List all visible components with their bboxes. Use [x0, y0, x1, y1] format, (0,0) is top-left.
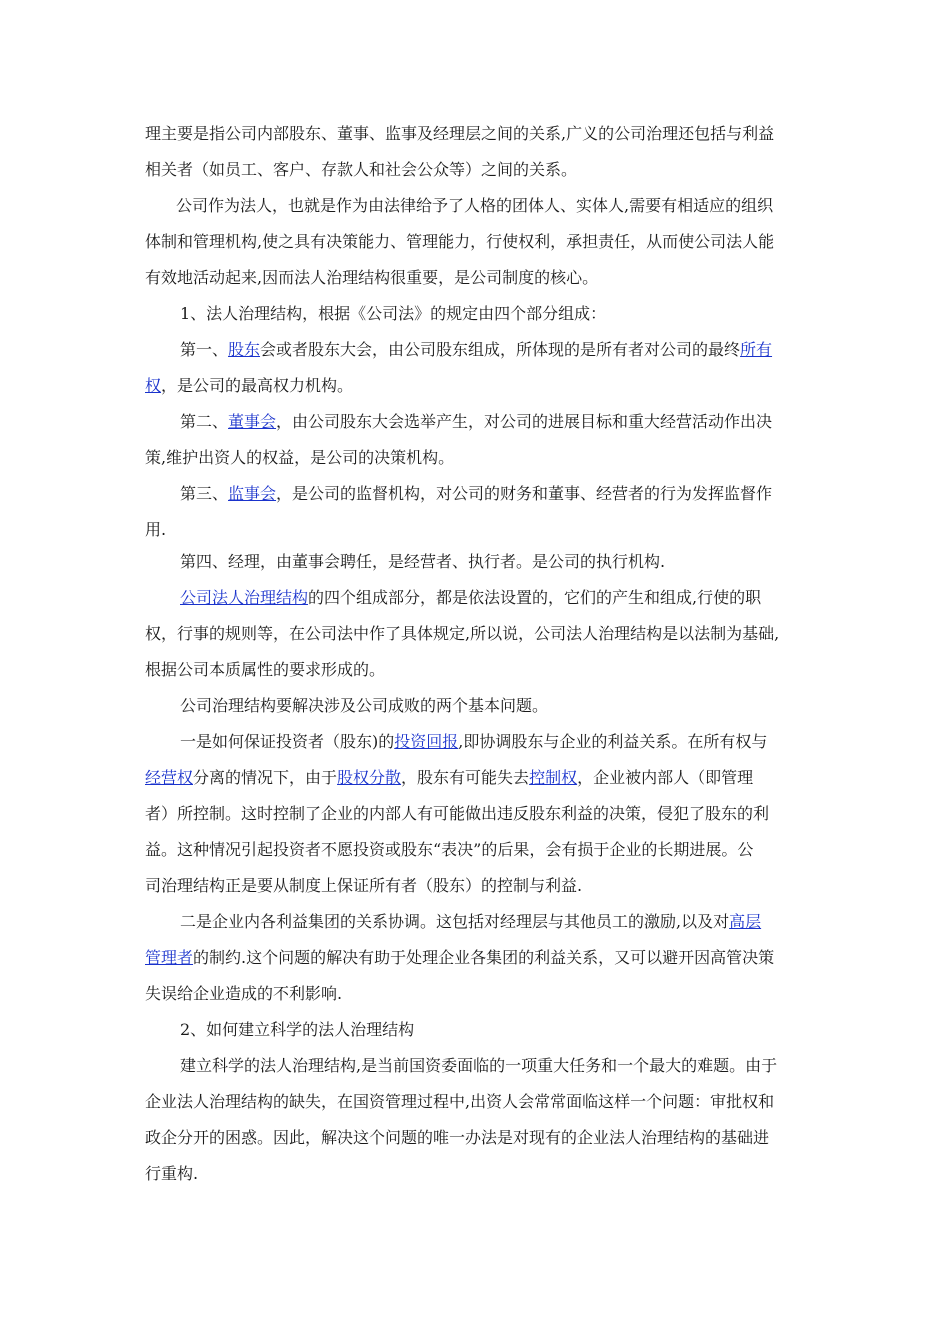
- heading-1: [180, 302, 850, 326]
- heading-2: [180, 1018, 850, 1042]
- text-run: 有效地活动起来,因而法人治理结构很重要，是公司制度的核心。: [145, 268, 599, 287]
- text-run: 权，行事的规则等，在公司法中作了具体规定,所以说，公司法人治理结构是以法制为基础,: [145, 624, 780, 643]
- text-line: [180, 338, 850, 362]
- hyperlink[interactable]: 投资回报: [394, 732, 459, 751]
- text-run: 二是企业内各利益集团的关系协调。这包括对经理层与其他员工的激励,以及对: [180, 912, 730, 931]
- text-line: [145, 838, 815, 862]
- text-line: [145, 518, 815, 542]
- text-line: [145, 1162, 815, 1186]
- text-line: [145, 374, 815, 398]
- hyperlink[interactable]: 控制权: [529, 768, 578, 787]
- hyperlink[interactable]: 股权分散: [337, 768, 402, 787]
- text-line: [180, 550, 850, 574]
- text-line: [145, 766, 815, 790]
- text-line: [180, 586, 850, 610]
- text-run: ，是公司的监督机构，对公司的财务和董事、经营者的行为发挥监督作: [276, 484, 773, 503]
- text-run: 根据公司本质属性的要求形成的。: [145, 660, 386, 679]
- text-run: ，是公司的最高权力机构。: [161, 376, 354, 395]
- text-line: [145, 982, 815, 1006]
- text-run: 者）所控制。这时控制了企业的内部人有可能做出违反股东利益的决策，侵犯了股东的利: [145, 804, 770, 823]
- text-run: 一是如何保证投资者（股东)的: [180, 732, 395, 751]
- hyperlink[interactable]: 高层: [729, 912, 762, 931]
- text-line: [145, 266, 815, 290]
- text-run: 会或者股东大会，由公司股东组成，所体现的是所有者对公司的最终: [260, 340, 741, 359]
- text-line: [180, 694, 850, 718]
- text-run: 第四、经理，由董事会聘任，是经营者、执行者。是公司的执行机构.: [180, 552, 666, 571]
- text-run: ,即协调股东与企业的利益关系。在所有权与: [458, 732, 768, 751]
- text-run: 2、如何建立科学的法人治理结构: [180, 1020, 415, 1039]
- text-line: [180, 910, 850, 934]
- text-line: [145, 158, 815, 182]
- text-run: 第三、: [180, 484, 229, 503]
- text-run: 策,维护出资人的权益，是公司的决策机构。: [145, 448, 455, 467]
- hyperlink[interactable]: 权: [145, 376, 162, 395]
- text-run: 司治理结构正是要从制度上保证所有者（股东）的控制与利益.: [145, 876, 583, 895]
- text-run: 第一、: [180, 340, 229, 359]
- text-run: 公司作为法人，也就是作为由法律给予了人格的团体人、实体人,需要有相适应的组织: [176, 196, 774, 215]
- text-run: 相关者（如员工、客户、存款人和社会公众等）之间的关系。: [145, 160, 578, 179]
- text-line: [180, 1054, 850, 1078]
- text-line: [176, 194, 846, 218]
- text-line: [180, 482, 850, 506]
- text-line: [180, 410, 850, 434]
- text-run: 体制和管理机构,使之具有决策能力、管理能力，行使权利，承担责任，从而使公司法人能: [145, 232, 775, 251]
- text-line: [145, 802, 815, 826]
- text-line: [180, 730, 850, 754]
- text-run: 企业法人治理结构的缺失，在国资管理过程中,出资人会常常面临这样一个问题：审批权和: [145, 1092, 775, 1111]
- text-run: 的制约.这个问题的解决有助于处理企业各集团的利益关系，又可以避开因高管决策: [193, 948, 775, 967]
- text-run: ，企业被内部人（即管理: [577, 768, 754, 787]
- hyperlink[interactable]: 董事会: [228, 412, 277, 431]
- text-run: 失误给企业造成的不利影响.: [145, 984, 343, 1003]
- hyperlink[interactable]: 公司法人治理结构: [180, 588, 309, 607]
- text-line: [145, 122, 815, 146]
- text-line: [145, 1126, 815, 1150]
- hyperlink[interactable]: 所有: [740, 340, 773, 359]
- text-run: ，股东有可能失去: [401, 768, 530, 787]
- text-line: [145, 874, 815, 898]
- text-line: [145, 658, 815, 682]
- text-run: 用.: [145, 520, 167, 539]
- text-line: [145, 230, 815, 254]
- text-run: ，由公司股东大会选举产生，对公司的进展目标和重大经营活动作出决: [276, 412, 773, 431]
- text-run: 第二、: [180, 412, 229, 431]
- text-line: [145, 622, 815, 646]
- text-run: 理主要是指公司内部股东、董事、监事及经理层之间的关系,广义的公司治理还包括与利益: [145, 124, 775, 143]
- hyperlink[interactable]: 股东: [228, 340, 261, 359]
- text-run: 政企分开的困惑。因此，解决这个问题的唯一办法是对现有的企业法人治理结构的基础进: [145, 1128, 770, 1147]
- text-run: 益。这种情况引起投资者不愿投资或股东“表决”的后果，会有损于企业的长期进展。公: [145, 840, 754, 859]
- hyperlink[interactable]: 经营权: [145, 768, 194, 787]
- hyperlink[interactable]: 管理者: [145, 948, 194, 967]
- text-run: 行重构.: [145, 1164, 199, 1183]
- text-run: 1、法人治理结构，根据《公司法》的规定由四个部分组成：: [180, 304, 607, 323]
- text-line: [145, 1090, 815, 1114]
- hyperlink[interactable]: 监事会: [228, 484, 277, 503]
- text-line: [145, 946, 815, 970]
- text-run: 建立科学的法人治理结构,是当前国资委面临的一项重大任务和一个最大的难题。由于: [180, 1056, 778, 1075]
- text-run: 的四个组成部分，都是依法设置的，它们的产生和组成,行使的职: [308, 588, 762, 607]
- text-line: [145, 446, 815, 470]
- text-run: 分离的情况下，由于: [193, 768, 338, 787]
- text-run: 公司治理结构要解决涉及公司成败的两个基本问题。: [180, 696, 549, 715]
